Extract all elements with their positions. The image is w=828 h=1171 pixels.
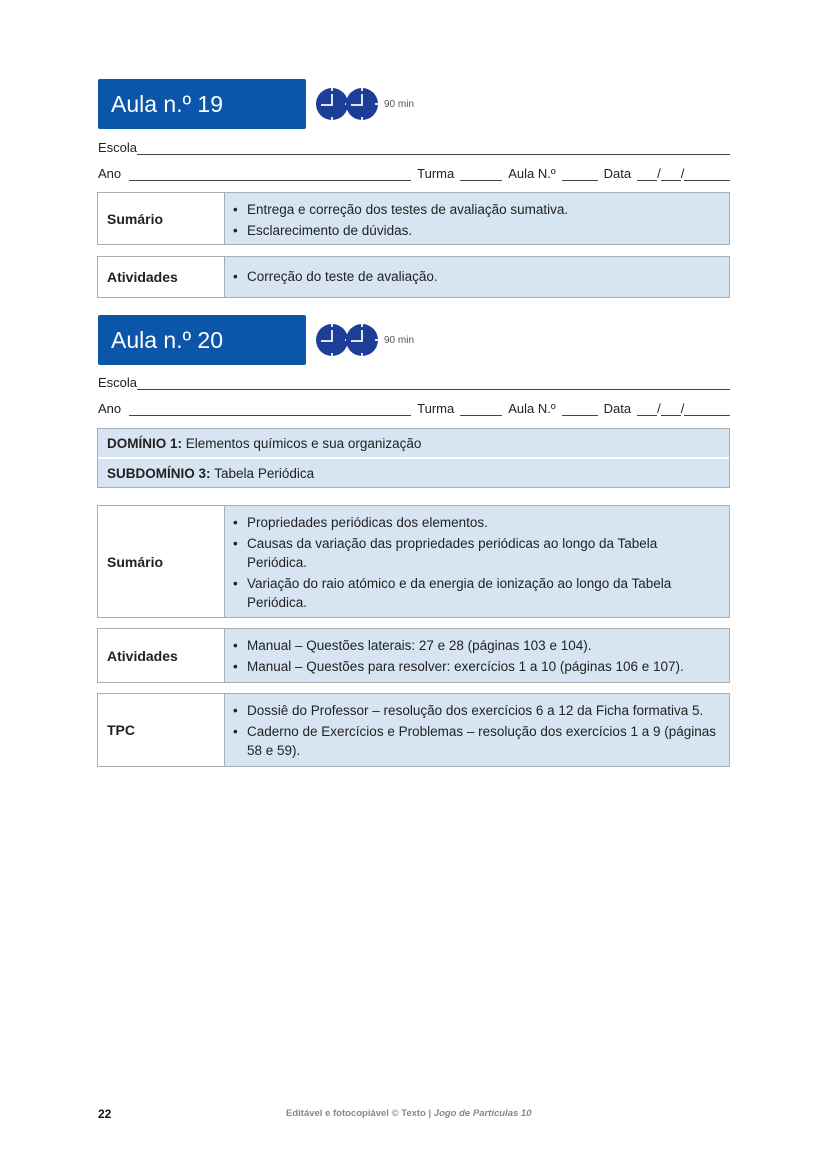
- duration-clocks: [316, 324, 376, 356]
- sumario-content: [225, 193, 729, 244]
- date-separator: /: [657, 166, 661, 181]
- clock-icon: [316, 88, 348, 120]
- date-separator: /: [680, 401, 685, 416]
- class-blank[interactable]: [460, 403, 502, 416]
- subdomain-row: [98, 457, 729, 487]
- lesson-20-header: [98, 315, 414, 365]
- date-year-blank[interactable]: [684, 403, 730, 416]
- domain-text: Elementos químicos e sua organização: [185, 435, 422, 451]
- date-day-blank[interactable]: [637, 168, 657, 181]
- sumario-label: Sumário: [98, 193, 225, 244]
- page-number: 22: [98, 1107, 112, 1121]
- clock-icon: [346, 88, 378, 120]
- list-item: • Causas da variação das propriedades periódicas ao longo da Tabela Periódica.: [233, 534, 719, 572]
- lesson-no-blank[interactable]: [562, 403, 598, 416]
- tpc-content: [225, 694, 729, 766]
- year-blank[interactable]: [129, 403, 411, 416]
- class-label: Turma: [417, 166, 455, 181]
- school-label: Escola: [98, 375, 138, 390]
- subdomain-label: SUBDOMÍNIO 3:: [107, 465, 211, 481]
- list-item: • Esclarecimento de dúvidas.: [233, 221, 719, 240]
- date-day-blank[interactable]: [637, 403, 657, 416]
- date-year-blank[interactable]: [684, 168, 730, 181]
- school-blank[interactable]: [137, 142, 730, 155]
- school-field-row: [98, 140, 730, 155]
- lesson-no-blank[interactable]: [562, 168, 598, 181]
- lesson-19-header: [98, 79, 414, 129]
- school-blank[interactable]: [137, 377, 730, 390]
- lesson-no-label: Aula N.º: [508, 401, 556, 416]
- list-item: • Manual – Questões para resolver: exercícios 1 a 10 (páginas 106 e 107).: [233, 657, 719, 676]
- lesson-title: Aula n.º 19: [98, 79, 306, 129]
- sumario-box: [97, 192, 730, 245]
- list-item: • Entrega e correção dos testes de avaliação sumativa.: [233, 200, 719, 219]
- school-field-row: [98, 375, 730, 390]
- date-separator: /: [657, 401, 661, 416]
- tpc-box: [97, 693, 730, 767]
- list-item: • Dossiê do Professor – resolução dos exercícios 6 a 12 da Ficha formativa 5.: [233, 701, 719, 720]
- class-blank[interactable]: [460, 168, 502, 181]
- atividades-content: [225, 257, 729, 297]
- domain-label: DOMÍNIO 1:: [107, 435, 183, 451]
- list-item: • Caderno de Exercícios e Problemas – resolução dos exercícios 1 a 9 (páginas 58 e 59).: [233, 722, 719, 760]
- list-item: • Correção do teste de avaliação.: [233, 267, 438, 286]
- domain-box: [97, 428, 730, 488]
- date-label: Data: [603, 166, 632, 181]
- tpc-label: TPC: [98, 694, 225, 766]
- sumario-box: [97, 505, 730, 618]
- year-label: Ano: [98, 166, 122, 181]
- list-item: • Propriedades periódicas dos elementos.: [233, 513, 719, 532]
- list-item: • Manual – Questões laterais: 27 e 28 (páginas 103 e 104).: [233, 636, 719, 655]
- school-label: Escola: [98, 140, 138, 155]
- atividades-label: Atividades: [98, 257, 225, 297]
- credit-line: [286, 1108, 531, 1119]
- atividades-box: [97, 256, 730, 298]
- duration-label: 90 min: [384, 334, 415, 346]
- book-title: Jogo de Partículas 10: [433, 1108, 532, 1119]
- year-blank[interactable]: [129, 168, 411, 181]
- lesson-no-label: Aula N.º: [508, 166, 556, 181]
- date-month-blank[interactable]: [661, 168, 681, 181]
- duration-label: 90 min: [384, 98, 415, 110]
- sumario-content: [225, 506, 729, 617]
- lesson-title: Aula n.º 20: [98, 315, 306, 365]
- atividades-content: [225, 629, 729, 682]
- clock-icon: [316, 324, 348, 356]
- date-label: Data: [603, 401, 632, 416]
- atividades-box: [97, 628, 730, 683]
- atividades-label: Atividades: [98, 629, 225, 682]
- info-field-row: [98, 401, 730, 416]
- clock-icon: [346, 324, 378, 356]
- class-label: Turma: [417, 401, 455, 416]
- date-separator: /: [680, 166, 685, 181]
- sumario-label: Sumário: [98, 506, 225, 617]
- year-label: Ano: [98, 401, 122, 416]
- list-item: • Variação do raio atómico e da energia de ionização ao longo da Tabela Periódica.: [233, 574, 719, 612]
- credit-text: Editável e fotocopiável © Texto |: [286, 1108, 434, 1119]
- domain-row: [98, 429, 729, 457]
- info-field-row: [98, 166, 730, 181]
- duration-clocks: [316, 88, 376, 120]
- subdomain-text: Tabela Periódica: [214, 465, 315, 481]
- date-month-blank[interactable]: [661, 403, 681, 416]
